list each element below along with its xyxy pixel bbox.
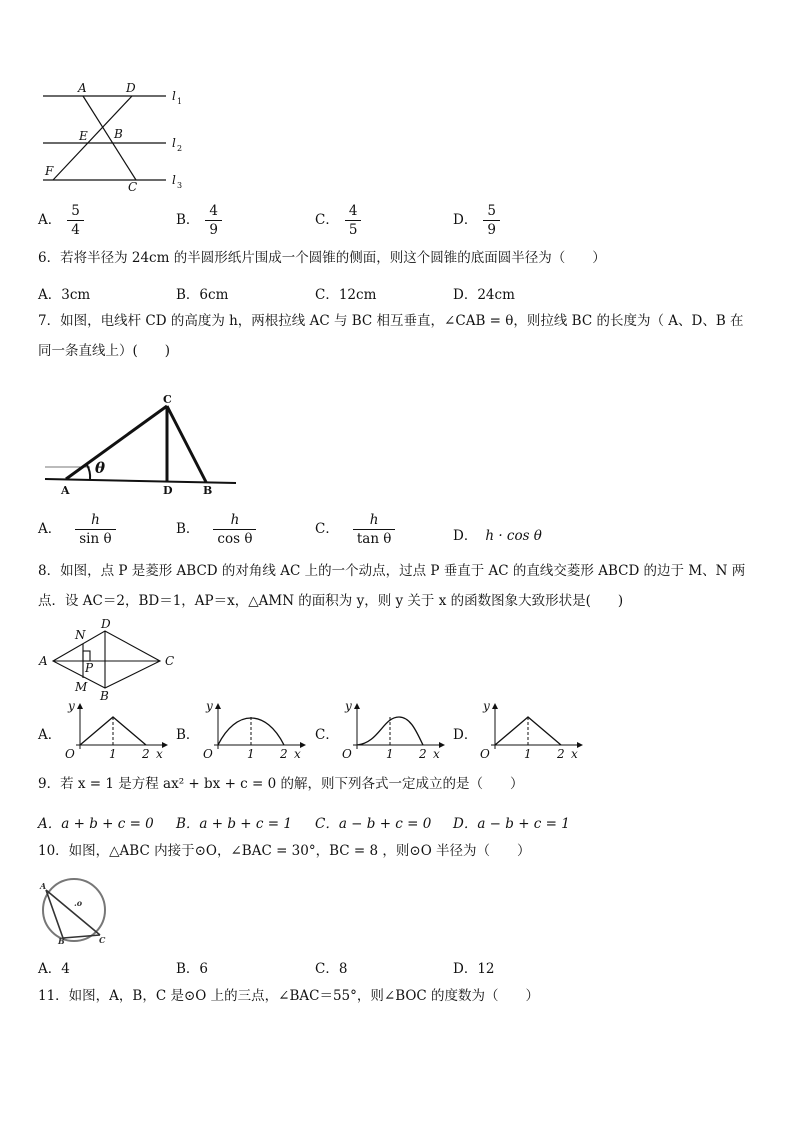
q8-stem-line1: 8．如图，点 P 是菱形 ABCD 的对角线 AC 上的一个动点，过点 P 垂直于 AC 的直线交菱形 ABCD 的边于 M、N 两: [38, 563, 746, 579]
q7-option-a[interactable]: [38, 512, 116, 547]
fig10-label-B: B: [58, 936, 65, 946]
denominator: cos θ: [217, 531, 253, 547]
fig8-label-N: N: [75, 628, 86, 642]
fig5-label-C: C: [128, 180, 138, 194]
y-axis-arrow: [215, 703, 221, 709]
x-axis-arrow: [577, 742, 583, 748]
q8-figure: [36, 615, 186, 703]
fig8-label-P: P: [85, 661, 94, 675]
fig7-label-D: D: [163, 484, 173, 497]
function-curve: [495, 717, 561, 745]
y-axis-arrow: [492, 703, 498, 709]
fig5-label-F: F: [45, 164, 54, 178]
origin-label: O: [342, 747, 352, 760]
q10-stem: 10．如图，△ABC 内接于⊙O，∠BAC = 30°，BC = 8 ，则⊙O 半径为（ ）: [38, 843, 531, 859]
option-expr: h · cos θ: [485, 528, 542, 544]
q9-option-d[interactable]: D．a − b + c = 1: [453, 816, 570, 832]
q6-stem: 6．若将半径为 24cm 的半圆形纸片围成一个圆锥的侧面，则这个圆锥的底面圆半径为（ ）: [38, 250, 606, 266]
fraction: [205, 203, 222, 238]
q6-option-a[interactable]: A．3cm: [38, 287, 91, 303]
x-axis-arrow: [439, 742, 445, 748]
fig10-label-O: .o: [74, 898, 83, 908]
denominator: 5: [348, 222, 358, 238]
tick-label-1: 1: [109, 747, 117, 760]
denominator: 9: [209, 222, 219, 238]
fig10-label-C: C: [99, 935, 106, 945]
function-curve: [357, 717, 423, 745]
numerator: h: [213, 512, 256, 530]
y-axis-arrow: [354, 703, 360, 709]
option-letter: B．: [176, 521, 200, 537]
option-letter: A．: [38, 212, 62, 228]
y-axis-arrow: [77, 703, 83, 709]
fig8-label-D: D: [101, 617, 111, 631]
q5-figure: [38, 78, 198, 196]
fraction: [345, 203, 362, 238]
fig8-label-B: B: [100, 689, 109, 703]
x-axis-label: x: [294, 747, 301, 760]
tick-label-1: 1: [386, 747, 394, 760]
option-letter: B．: [176, 212, 200, 228]
fig8-label-M: M: [75, 680, 88, 694]
fig5-label-l3: l: [172, 173, 176, 187]
q8-graph-d[interactable]: [477, 700, 587, 760]
numerator: 5: [483, 203, 500, 221]
fraction: [483, 203, 500, 238]
q9-option-c[interactable]: C．a − b + c = 0: [315, 816, 432, 832]
x-axis-label: x: [433, 747, 440, 760]
q8-graph-a[interactable]: [62, 700, 172, 760]
fig5-label-B: B: [114, 127, 123, 141]
q9-option-b[interactable]: B．a + b + c = 1: [176, 816, 292, 832]
option-letter: C．: [315, 521, 339, 537]
x-axis-label: x: [156, 747, 163, 760]
numerator: 5: [67, 203, 84, 221]
denominator: 9: [487, 222, 496, 238]
q10-option-a[interactable]: A．4: [38, 961, 70, 977]
origin-label: O: [480, 747, 490, 760]
q7-option-b[interactable]: [176, 512, 256, 547]
numerator: 4: [205, 203, 222, 221]
x-axis-arrow: [300, 742, 306, 748]
q8-option-c-letter: C．: [315, 727, 339, 743]
q7-stem-line1: 7．如图，电线杆 CD 的高度为 h，两根拉线 AC 与 BC 相互垂直，∠CAB = θ，则拉线 BC 的长度为（ A、D、B 在: [38, 313, 744, 329]
fig5-label-l3-sub: 3: [177, 181, 183, 190]
y-axis-label: y: [483, 700, 490, 713]
tick-label-1: 1: [247, 747, 255, 760]
function-curve: [80, 717, 146, 745]
q8-stem-line2: 点．设 AC＝2，BD＝1，AP＝x，△AMN 的面积为 y，则 y 关于 x 的函数图象大致形状是( ): [38, 593, 624, 609]
fig5-label-l1: l: [172, 89, 176, 103]
denominator: 4: [71, 222, 80, 238]
option-letter: D．: [453, 212, 478, 228]
fraction: [213, 512, 256, 547]
q10-option-b[interactable]: B．6: [176, 961, 209, 977]
fig5-label-l2: l: [172, 136, 176, 150]
q5-option-c[interactable]: [315, 203, 361, 238]
q7-figure: [40, 392, 240, 500]
y-axis-label: y: [68, 700, 75, 713]
q11-stem: 11．如图，A，B，C 是⊙O 上的三点，∠BAC＝55°，则∠BOC 的度数为（ ）: [38, 988, 540, 1004]
denominator: tan θ: [356, 531, 392, 547]
q7-option-d[interactable]: [453, 524, 542, 544]
fig8-label-A: A: [39, 654, 48, 668]
option-letter: D．: [453, 528, 478, 544]
origin-label: O: [203, 747, 213, 760]
fig7-label-A: A: [61, 484, 70, 497]
tick-label-2: 2: [142, 747, 150, 760]
q5-option-b[interactable]: [176, 203, 222, 238]
tick-label-2: 2: [557, 747, 565, 760]
fraction: [67, 203, 84, 238]
fig5-label-l2-sub: 2: [177, 144, 183, 153]
fig10-label-A: A: [40, 881, 47, 891]
origin-label: O: [65, 747, 75, 760]
q10-option-c[interactable]: C．8: [315, 961, 348, 977]
tick-label-1: 1: [524, 747, 532, 760]
fig7-label-C: C: [163, 393, 172, 406]
option-letter: A．: [38, 521, 62, 537]
q6-option-d[interactable]: D．24cm: [453, 287, 515, 303]
q9-option-a[interactable]: A．a + b + c = 0: [38, 816, 154, 832]
tick-label-2: 2: [419, 747, 427, 760]
q5-option-d[interactable]: [453, 203, 500, 238]
fig5-label-D: D: [126, 81, 136, 95]
denominator: sin θ: [79, 531, 112, 547]
q10-figure: [38, 876, 118, 946]
fig5-label-A: A: [78, 81, 87, 95]
numerator: h: [75, 512, 115, 530]
q5-option-a[interactable]: [38, 203, 84, 238]
numerator: 4: [345, 203, 362, 221]
q9-stem: 9．若 x = 1 是方程 ax² + bx + c = 0 的解，则下列各式一定成立的是（ ）: [38, 776, 524, 792]
fig7-label-theta: θ: [95, 459, 106, 477]
q8-option-b-letter: B．: [176, 727, 200, 743]
q10-option-d[interactable]: D．12: [453, 961, 495, 977]
x-axis-label: x: [571, 747, 578, 760]
q7-option-c[interactable]: [315, 512, 395, 547]
fig5-label-l1-sub: 1: [177, 97, 183, 106]
q6-option-b[interactable]: B．6cm: [176, 287, 229, 303]
x-axis-arrow: [162, 742, 168, 748]
y-axis-label: y: [206, 700, 213, 713]
q8-option-a-letter: A．: [38, 727, 62, 743]
fig8-label-C: C: [165, 654, 175, 668]
fraction: [75, 512, 115, 547]
option-letter: C．: [315, 212, 339, 228]
q8-option-d-letter: D．: [453, 727, 478, 743]
fig7-label-B: B: [203, 484, 213, 497]
q6-option-c[interactable]: C．12cm: [315, 287, 377, 303]
fraction: [353, 512, 396, 547]
q7-stem-line2: 同一条直线上）( ): [38, 343, 171, 359]
q8-graph-b[interactable]: [200, 700, 310, 760]
fig5-label-E: E: [79, 129, 88, 143]
q8-graph-c[interactable]: [339, 700, 449, 760]
tick-label-2: 2: [280, 747, 288, 760]
numerator: h: [353, 512, 396, 530]
y-axis-label: y: [345, 700, 352, 713]
